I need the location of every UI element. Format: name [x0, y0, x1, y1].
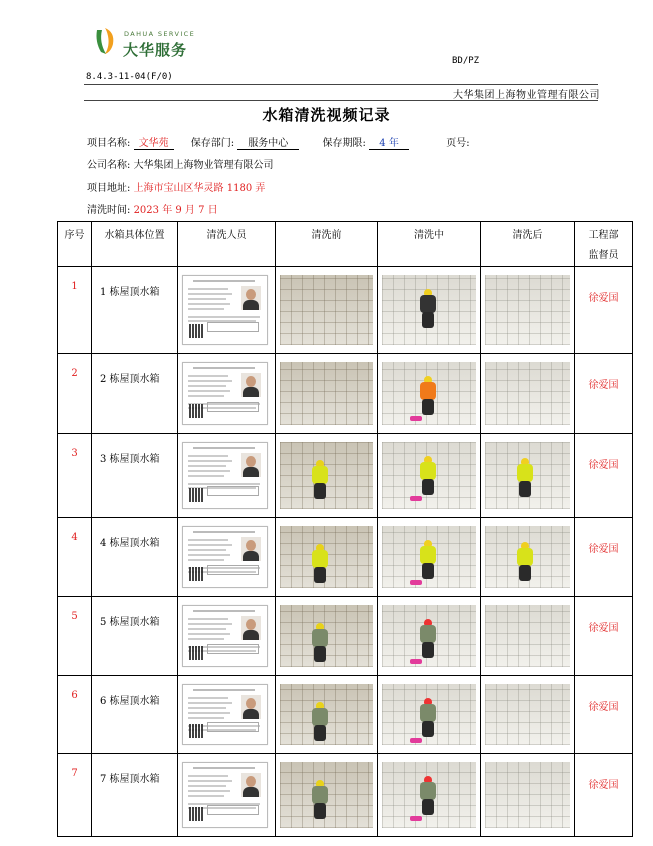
qr-code-icon [189, 807, 203, 821]
staff-id-card-image [182, 762, 268, 828]
table-row [58, 754, 633, 837]
after-cleaning-photo [485, 526, 570, 588]
during-cleaning-photo [382, 762, 476, 828]
header-seq: 序号 [58, 222, 92, 267]
during-cleaning-photo [382, 442, 476, 509]
before-photo-cell [276, 676, 378, 754]
qr-code-icon [189, 724, 203, 738]
during-photo-cell [378, 434, 481, 518]
during-photo-cell [378, 676, 481, 754]
before-photo-cell [276, 518, 378, 597]
form-code: BD/PZ [452, 56, 480, 66]
row-location: 4 栋屋顶水箱 [92, 518, 178, 597]
staff-id-card-image [182, 684, 268, 745]
period-label: 保存期限: [322, 138, 366, 149]
table-row [58, 676, 633, 754]
after-photo-cell [481, 676, 575, 754]
before-cleaning-photo [280, 762, 373, 828]
company-label: 公司名称: [87, 160, 131, 171]
during-cleaning-photo [382, 605, 476, 667]
row-supervisor: 徐爱国 [575, 754, 633, 837]
qr-code-icon [189, 404, 203, 418]
header-company-name: 大华集团上海物业管理有限公司 [453, 90, 600, 101]
row-supervisor: 徐爱国 [575, 354, 633, 434]
header-during: 清洗中 [378, 222, 481, 267]
table-row [58, 267, 633, 354]
meta-row-company [87, 156, 274, 171]
time-value: 2023 年 9 月 7 日 [133, 205, 218, 216]
meta-row-address [87, 179, 265, 194]
row-supervisor: 徐爱国 [575, 267, 633, 354]
cleaning-record-table [57, 221, 633, 837]
row-supervisor: 徐爱国 [575, 676, 633, 754]
table-row [58, 354, 633, 434]
document-number: 8.4.3-11-04(F/0) [86, 72, 173, 82]
mop-icon [410, 496, 422, 501]
company-value: 大华集团上海物业管理有限公司 [133, 160, 274, 171]
before-cleaning-photo [280, 605, 373, 667]
row-location: 7 栋屋顶水箱 [92, 754, 178, 837]
staff-photo-icon [241, 616, 261, 640]
row-supervisor: 徐爱国 [575, 434, 633, 518]
staff-id-card-image [182, 442, 268, 509]
staff-id-card-cell [178, 676, 276, 754]
staff-id-card-cell [178, 597, 276, 676]
mop-icon [410, 416, 422, 421]
header-staff: 清洗人员 [178, 222, 276, 267]
during-photo-cell [378, 354, 481, 434]
logo-chinese-text: 大华服务 [123, 41, 188, 59]
staff-photo-icon [241, 373, 261, 397]
staff-id-card-cell [178, 267, 276, 354]
dept-value: 服务中心 [237, 134, 299, 150]
row-seq: 3 [58, 434, 92, 518]
qr-code-icon [189, 646, 203, 660]
staff-id-card-image [182, 362, 268, 425]
qr-code-icon [189, 567, 203, 581]
dept-label: 保存部门: [190, 138, 235, 149]
before-cleaning-photo [280, 362, 373, 425]
row-location: 1 栋屋顶水箱 [92, 267, 178, 354]
row-seq: 5 [58, 597, 92, 676]
before-photo-cell [276, 354, 378, 434]
after-cleaning-photo [485, 275, 570, 345]
during-cleaning-photo [382, 526, 476, 588]
before-photo-cell [276, 434, 378, 518]
row-seq: 6 [58, 676, 92, 754]
row-seq: 7 [58, 754, 92, 837]
mop-icon [410, 659, 422, 664]
after-cleaning-photo [485, 605, 570, 667]
staff-photo-icon [241, 773, 261, 797]
staff-photo-icon [241, 286, 261, 310]
row-seq: 4 [58, 518, 92, 597]
after-photo-cell [481, 754, 575, 837]
table-header-row [58, 222, 633, 267]
project-value: 文华苑 [134, 134, 174, 150]
after-photo-cell [481, 354, 575, 434]
during-photo-cell [378, 597, 481, 676]
header-supervisor [575, 222, 633, 267]
staff-id-card-image [182, 275, 268, 345]
after-photo-cell [481, 518, 575, 597]
time-label: 清洗时间: [87, 205, 131, 216]
meta-row-project [87, 134, 470, 150]
staff-photo-icon [241, 453, 261, 477]
after-photo-cell [481, 434, 575, 518]
during-photo-cell [378, 754, 481, 837]
staff-id-card-image [182, 526, 268, 588]
table-row [58, 597, 633, 676]
dahua-logo-icon [93, 26, 119, 56]
address-value: 上海市宝山区华灵路 1180 弄 [133, 183, 266, 194]
staff-photo-icon [241, 695, 261, 719]
project-label: 项目名称: [87, 138, 131, 149]
staff-id-card-cell [178, 754, 276, 837]
after-cleaning-photo [485, 684, 570, 745]
after-cleaning-photo [485, 762, 570, 828]
staff-id-card-cell [178, 354, 276, 434]
row-seq: 2 [58, 354, 92, 434]
staff-id-card-cell [178, 518, 276, 597]
table-row [58, 518, 633, 597]
header-divider-bottom [84, 100, 598, 101]
header-supervisor-line2: 监督员 [588, 250, 619, 261]
before-cleaning-photo [280, 275, 373, 345]
mop-icon [410, 738, 422, 743]
row-location: 2 栋屋顶水箱 [92, 354, 178, 434]
header-after: 清洗后 [481, 222, 575, 267]
header-location: 水箱具体位置 [92, 222, 178, 267]
qr-code-icon [189, 324, 203, 338]
table-row [58, 434, 633, 518]
before-photo-cell [276, 267, 378, 354]
address-label: 项目地址: [87, 183, 131, 194]
header-before: 清洗前 [276, 222, 378, 267]
staff-id-card-image [182, 605, 268, 667]
before-cleaning-photo [280, 442, 373, 509]
mop-icon [410, 580, 422, 585]
page-number-label: 页号: [446, 138, 470, 149]
row-seq: 1 [58, 267, 92, 354]
after-cleaning-photo [485, 442, 570, 509]
before-cleaning-photo [280, 526, 373, 588]
header-supervisor-line1: 工程部 [588, 230, 619, 241]
header-divider-top [84, 84, 598, 85]
during-cleaning-photo [382, 275, 476, 345]
row-supervisor: 徐爱国 [575, 518, 633, 597]
during-photo-cell [378, 518, 481, 597]
row-location: 5 栋屋顶水箱 [92, 597, 178, 676]
period-value: 4 年 [369, 134, 409, 150]
during-photo-cell [378, 267, 481, 354]
staff-id-card-cell [178, 434, 276, 518]
mop-icon [410, 816, 422, 821]
before-cleaning-photo [280, 684, 373, 745]
during-cleaning-photo [382, 362, 476, 425]
before-photo-cell [276, 754, 378, 837]
logo-english-text: DAHUA SERVICE [124, 30, 196, 38]
row-location: 3 栋屋顶水箱 [92, 434, 178, 518]
row-supervisor: 徐爱国 [575, 597, 633, 676]
staff-photo-icon [241, 537, 261, 561]
row-location: 6 栋屋顶水箱 [92, 676, 178, 754]
after-cleaning-photo [485, 362, 570, 425]
page-title: 水箱清洗视频记录 [262, 106, 391, 124]
during-cleaning-photo [382, 684, 476, 745]
before-photo-cell [276, 597, 378, 676]
after-photo-cell [481, 597, 575, 676]
qr-code-icon [189, 488, 203, 502]
meta-row-time [87, 201, 218, 216]
after-photo-cell [481, 267, 575, 354]
